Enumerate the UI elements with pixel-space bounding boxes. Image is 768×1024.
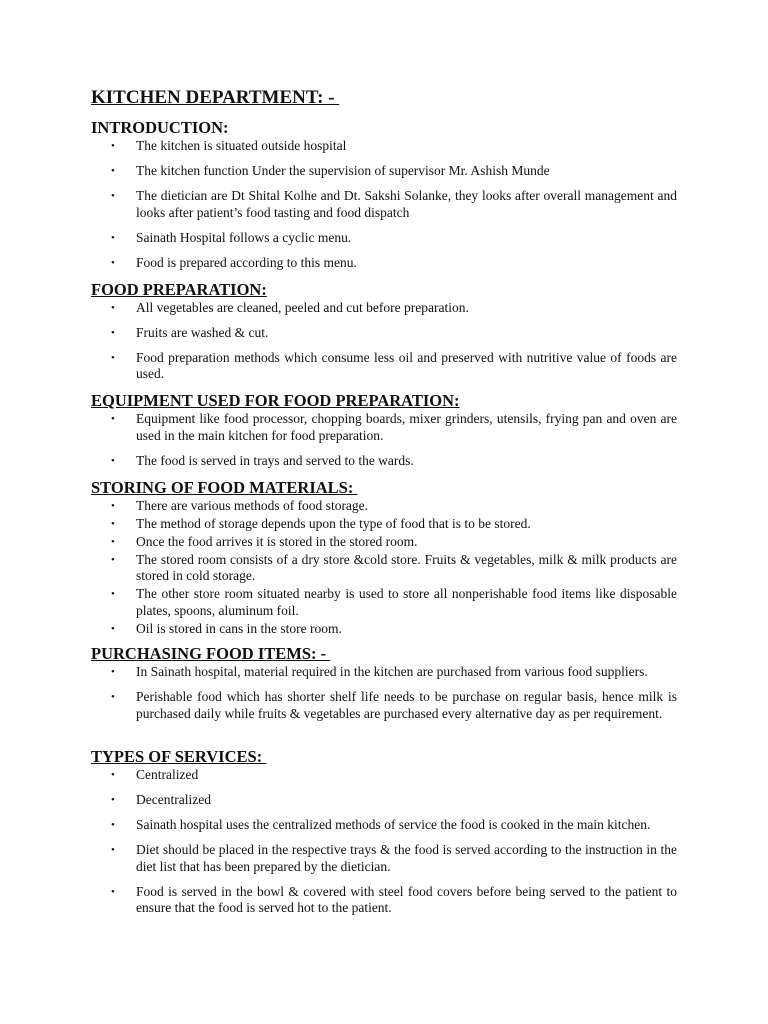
list-item-text: The kitchen is situated outside hospital (136, 138, 347, 153)
food-preparation-list (91, 300, 677, 383)
document-body (91, 86, 677, 925)
list-item (91, 884, 677, 917)
section-equipment (91, 391, 677, 469)
storing-list (91, 498, 677, 638)
section-purchasing (91, 644, 677, 722)
bullet-icon: • (111, 553, 115, 566)
list-item-text: Fruits are washed & cut. (136, 324, 269, 340)
section-types-of-services (91, 747, 677, 917)
list-item (91, 188, 677, 221)
list-item (91, 534, 677, 551)
bullet-icon: • (111, 666, 115, 678)
bullet-icon: • (111, 256, 115, 269)
list-item (91, 842, 677, 875)
list-item (91, 817, 677, 834)
list-item (91, 411, 677, 444)
section-heading-food-preparation: FOOD PREPARATION: (91, 279, 267, 299)
bullet-icon: • (111, 794, 115, 806)
list-item (91, 498, 677, 515)
bullet-icon: • (111, 190, 115, 202)
section-heading-introduction: INTRODUCTION: (91, 118, 229, 137)
bullet-icon: • (111, 454, 115, 467)
bullet-icon: • (111, 535, 115, 548)
bullet-icon: • (111, 885, 115, 898)
bullet-icon: • (111, 499, 115, 512)
list-item-text: Oil is stored in cans in the store room. (136, 620, 342, 636)
bullet-icon: • (111, 413, 115, 425)
bullet-icon: • (111, 819, 115, 831)
list-item-text: Diet should be placed in the respective trays & the food is served according to the instruction in the diet list that has been prepared by the dietician. (136, 842, 677, 874)
list-item-text: Decentralized (136, 792, 211, 807)
list-item-text: Food is served in the bowl & covered with steel food covers before being served to the patient to ensure that the food is served hot to the patient. (136, 883, 677, 915)
bullet-icon: • (111, 622, 115, 635)
bullet-icon: • (111, 326, 115, 339)
bullet-icon: • (111, 231, 115, 244)
list-item (91, 138, 677, 155)
bullet-icon: • (111, 691, 115, 703)
list-item-text: Sainath hospital uses the centralized methods of service the food is cooked in the main kitchen. (136, 817, 651, 832)
types-of-services-list (91, 767, 677, 917)
equipment-list (91, 411, 677, 469)
list-item-text: Sainath Hospital follows a cyclic menu. (136, 229, 352, 245)
section-heading-equipment: EQUIPMENT USED FOR FOOD PREPARATION: (91, 391, 460, 410)
bullet-icon: • (111, 165, 115, 177)
list-item-text: The stored room consists of a dry store &cold store. Fruits & vegetables, milk & milk products are stored in cold storage. (136, 551, 677, 583)
section-storing (91, 478, 677, 638)
list-item-text: Food is prepared according to this menu. (136, 254, 357, 270)
section-food-preparation (91, 280, 677, 383)
list-item (91, 664, 677, 681)
list-item (91, 300, 677, 317)
list-item (91, 767, 677, 784)
list-item-text: There are various methods of food storage. (136, 497, 369, 513)
list-item (91, 230, 677, 247)
bullet-icon: • (111, 517, 115, 530)
list-item (91, 516, 677, 533)
list-item-text: In Sainath hospital, material required in the kitchen are purchased from various food suppliers. (136, 664, 648, 679)
list-item (91, 586, 677, 619)
bullet-icon: • (111, 844, 115, 856)
bullet-icon: • (111, 769, 115, 781)
list-item (91, 255, 677, 272)
bullet-icon: • (111, 140, 115, 152)
list-item (91, 689, 677, 722)
section-heading-types-of-services: TYPES OF SERVICES: (91, 747, 267, 766)
list-item (91, 552, 677, 585)
list-item-text: The other store room situated nearby is used to store all nonperishable food items like disposable plates, spoons, aluminum foil. (136, 586, 677, 618)
list-item-text: All vegetables are cleaned, peeled and cut before preparation. (136, 299, 469, 315)
list-item (91, 325, 677, 342)
list-item-text: Food preparation methods which consume less oil and preserved with nutritive value of foods are used. (136, 349, 677, 381)
bullet-icon: • (111, 351, 115, 364)
introduction-list (91, 138, 677, 271)
bullet-icon: • (111, 301, 115, 314)
list-item-text: Perishable food which has shorter shelf life needs to be purchase on regular basis, hence milk is purchased daily while fruits & vegetables are purchased every alternative day as per requirement. (136, 689, 677, 721)
list-item-text: The method of storage depends upon the type of food that is to be stored. (136, 515, 531, 531)
bullet-icon: • (111, 588, 115, 600)
list-item-text: The kitchen function Under the supervision of supervisor Mr. Ashish Munde (136, 163, 550, 178)
section-introduction (91, 118, 677, 271)
list-item-text: Centralized (136, 767, 199, 782)
section-heading-storing: STORING OF FOOD MATERIALS: (91, 477, 358, 497)
page-title: KITCHEN DEPARTMENT: - (91, 87, 340, 108)
list-item (91, 792, 677, 809)
list-item-text: Equipment like food processor, chopping boards, mixer grinders, utensils, frying pan and oven are used in the main kitchen for food preparation. (136, 411, 677, 443)
list-item (91, 621, 677, 638)
list-item (91, 163, 677, 180)
list-item-text: The food is served in trays and served to the wards. (136, 452, 414, 468)
list-item (91, 350, 677, 383)
list-item (91, 453, 677, 470)
list-item-text: Once the food arrives it is stored in the stored room. (136, 533, 418, 549)
purchasing-list (91, 664, 677, 722)
section-heading-purchasing: PURCHASING FOOD ITEMS: - (91, 644, 331, 663)
list-item-text: The dietician are Dt Shital Kolhe and Dt. Sakshi Solanke, they looks after overall management and looks after patient’s food tasting and food dispatch (136, 188, 677, 220)
